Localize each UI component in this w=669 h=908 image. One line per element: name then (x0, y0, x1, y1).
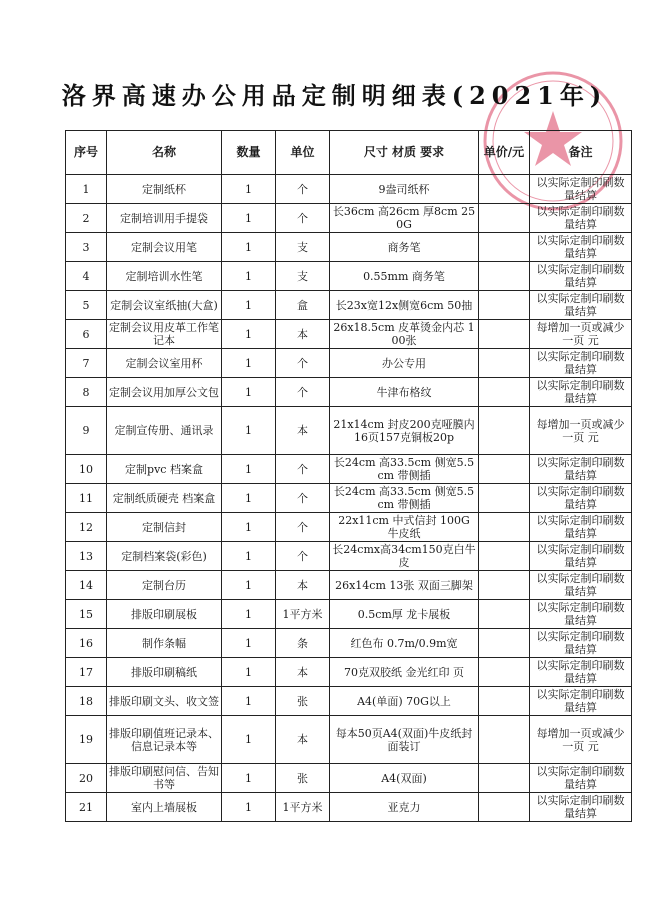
row-unit: 本 (276, 716, 330, 764)
table-row (66, 262, 632, 291)
row-price (479, 658, 530, 687)
table-row (66, 658, 632, 687)
row-unit: 1平方米 (276, 600, 330, 629)
row-qty: 1 (222, 175, 276, 204)
row-note: 以实际定制印刷数量结算 (530, 687, 632, 716)
row-no: 13 (66, 542, 107, 571)
row-unit: 本 (276, 407, 330, 455)
row-no: 4 (66, 262, 107, 291)
table-row (66, 320, 632, 349)
row-spec: 长24cm 高33.5cm 侧宽5.5cm 带侧插 (330, 484, 479, 513)
row-price (479, 291, 530, 320)
row-note: 以实际定制印刷数量结算 (530, 455, 632, 484)
row-qty: 1 (222, 513, 276, 542)
row-qty: 1 (222, 600, 276, 629)
row-no: 6 (66, 320, 107, 349)
row-qty: 1 (222, 484, 276, 513)
row-price (479, 513, 530, 542)
row-note: 以实际定制印刷数量结算 (530, 571, 632, 600)
row-note: 以实际定制印刷数量结算 (530, 378, 632, 407)
row-unit: 本 (276, 658, 330, 687)
row-name: 定制会议用笔 (107, 233, 222, 262)
row-qty: 1 (222, 716, 276, 764)
row-name: 排版印刷展板 (107, 600, 222, 629)
row-spec: 长23x宽12x侧宽6cm 50抽 (330, 291, 479, 320)
row-qty: 1 (222, 542, 276, 571)
row-no: 15 (66, 600, 107, 629)
row-spec: 21x14cm 封皮200克哑膜内16页157克铜板20p (330, 407, 479, 455)
row-qty: 1 (222, 233, 276, 262)
row-no: 11 (66, 484, 107, 513)
row-note: 每增加一页或减少一页 元 (530, 320, 632, 349)
row-spec: 22x11cm 中式信封 100G 牛皮纸 (330, 513, 479, 542)
header-name: 名称 (107, 131, 222, 175)
row-qty: 1 (222, 378, 276, 407)
table-row (66, 793, 632, 822)
row-qty: 1 (222, 320, 276, 349)
row-price (479, 542, 530, 571)
row-unit: 盒 (276, 291, 330, 320)
table-row (66, 629, 632, 658)
table-row (66, 291, 632, 320)
row-note: 以实际定制印刷数量结算 (530, 629, 632, 658)
row-qty: 1 (222, 764, 276, 793)
row-spec: 牛津布格纹 (330, 378, 479, 407)
row-price (479, 175, 530, 204)
row-qty: 1 (222, 793, 276, 822)
row-price (479, 793, 530, 822)
row-price (479, 455, 530, 484)
row-note: 以实际定制印刷数量结算 (530, 513, 632, 542)
row-note: 以实际定制印刷数量结算 (530, 262, 632, 291)
row-name: 制作条幅 (107, 629, 222, 658)
row-no: 1 (66, 175, 107, 204)
row-name: 定制纸杯 (107, 175, 222, 204)
row-spec: 9盎司纸杯 (330, 175, 479, 204)
row-qty: 1 (222, 658, 276, 687)
row-qty: 1 (222, 571, 276, 600)
row-unit: 支 (276, 233, 330, 262)
row-name: 定制会议室用杯 (107, 349, 222, 378)
table-body (66, 175, 632, 822)
row-spec: 0.55mm 商务笔 (330, 262, 479, 291)
row-name: 定制pvc 档案盒 (107, 455, 222, 484)
row-note: 以实际定制印刷数量结算 (530, 600, 632, 629)
row-qty: 1 (222, 262, 276, 291)
row-no: 8 (66, 378, 107, 407)
header-price: 单价/元 (479, 131, 530, 175)
row-no: 14 (66, 571, 107, 600)
row-unit: 本 (276, 320, 330, 349)
row-no: 16 (66, 629, 107, 658)
row-no: 20 (66, 764, 107, 793)
row-note: 以实际定制印刷数量结算 (530, 175, 632, 204)
row-price (479, 407, 530, 455)
row-spec: 长36cm 高26cm 厚8cm 250G (330, 204, 479, 233)
header-qty: 数量 (222, 131, 276, 175)
row-note: 以实际定制印刷数量结算 (530, 349, 632, 378)
row-price (479, 629, 530, 658)
row-name: 定制培训用手提袋 (107, 204, 222, 233)
document-title: 洛界高速办公用品定制明细表(2021年) (61, 81, 608, 110)
row-spec: A4(单面) 70G以上 (330, 687, 479, 716)
table-row (66, 484, 632, 513)
row-name: 定制纸质硬壳 档案盒 (107, 484, 222, 513)
row-qty: 1 (222, 204, 276, 233)
row-name: 排版印刷稿纸 (107, 658, 222, 687)
header-unit: 单位 (276, 131, 330, 175)
table-row (66, 600, 632, 629)
row-spec: 红色布 0.7m/0.9m宽 (330, 629, 479, 658)
row-price (479, 484, 530, 513)
row-spec: 亚克力 (330, 793, 479, 822)
row-qty: 1 (222, 687, 276, 716)
row-price (479, 764, 530, 793)
row-price (479, 320, 530, 349)
row-no: 19 (66, 716, 107, 764)
header-no: 序号 (66, 131, 107, 175)
row-name: 定制会议用加厚公文包 (107, 378, 222, 407)
header-spec: 尺寸 材质 要求 (330, 131, 479, 175)
row-unit: 个 (276, 542, 330, 571)
row-unit: 个 (276, 349, 330, 378)
row-no: 5 (66, 291, 107, 320)
table-row (66, 716, 632, 764)
row-price (479, 204, 530, 233)
row-spec: 办公专用 (330, 349, 479, 378)
row-price (479, 687, 530, 716)
row-note: 每增加一页或减少一页 元 (530, 407, 632, 455)
row-unit: 条 (276, 629, 330, 658)
row-no: 10 (66, 455, 107, 484)
row-price (479, 571, 530, 600)
items-table (65, 130, 632, 822)
table-row (66, 407, 632, 455)
row-note: 每增加一页或减少一页 元 (530, 716, 632, 764)
row-price (479, 262, 530, 291)
row-spec: 每本50页A4(双面)牛皮纸封面装订 (330, 716, 479, 764)
row-note: 以实际定制印刷数量结算 (530, 793, 632, 822)
table-row (66, 233, 632, 262)
row-name: 排版印刷文头、收文签 (107, 687, 222, 716)
row-name: 室内上墙展板 (107, 793, 222, 822)
row-unit: 个 (276, 378, 330, 407)
row-name: 定制档案袋(彩色) (107, 542, 222, 571)
row-unit: 支 (276, 262, 330, 291)
row-no: 2 (66, 204, 107, 233)
row-qty: 1 (222, 407, 276, 455)
table-row (66, 687, 632, 716)
row-note: 以实际定制印刷数量结算 (530, 291, 632, 320)
row-unit: 张 (276, 764, 330, 793)
table-row (66, 175, 632, 204)
row-no: 12 (66, 513, 107, 542)
row-no: 3 (66, 233, 107, 262)
row-unit: 本 (276, 571, 330, 600)
row-spec: 70克双胶纸 金光红印 页 (330, 658, 479, 687)
row-unit: 个 (276, 484, 330, 513)
row-no: 17 (66, 658, 107, 687)
row-price (479, 600, 530, 629)
row-name: 定制会议室纸抽(大盒) (107, 291, 222, 320)
row-name: 定制宣传册、通讯录 (107, 407, 222, 455)
table-row (66, 204, 632, 233)
row-price (479, 716, 530, 764)
row-spec: 商务笔 (330, 233, 479, 262)
row-spec: A4(双面) (330, 764, 479, 793)
table-row (66, 455, 632, 484)
row-note: 以实际定制印刷数量结算 (530, 542, 632, 571)
row-name: 定制培训水性笔 (107, 262, 222, 291)
row-unit: 个 (276, 455, 330, 484)
row-note: 以实际定制印刷数量结算 (530, 484, 632, 513)
row-spec: 长24cmx高34cm150克白牛皮 (330, 542, 479, 571)
row-name: 排版印刷值班记录本、信息记录本等 (107, 716, 222, 764)
row-qty: 1 (222, 455, 276, 484)
row-no: 9 (66, 407, 107, 455)
table-row (66, 349, 632, 378)
row-note: 以实际定制印刷数量结算 (530, 233, 632, 262)
row-price (479, 349, 530, 378)
row-no: 7 (66, 349, 107, 378)
table-row (66, 542, 632, 571)
row-qty: 1 (222, 629, 276, 658)
row-spec: 26x14cm 13张 双面三脚架 (330, 571, 479, 600)
row-note: 以实际定制印刷数量结算 (530, 204, 632, 233)
row-unit: 个 (276, 175, 330, 204)
row-unit: 1平方米 (276, 793, 330, 822)
header-note: 备注 (530, 131, 632, 175)
table-row (66, 571, 632, 600)
row-note: 以实际定制印刷数量结算 (530, 658, 632, 687)
row-no: 21 (66, 793, 107, 822)
row-price (479, 233, 530, 262)
row-unit: 个 (276, 513, 330, 542)
row-name: 排版印刷慰问信、告知书等 (107, 764, 222, 793)
row-unit: 张 (276, 687, 330, 716)
row-name: 定制信封 (107, 513, 222, 542)
table-row (66, 764, 632, 793)
row-note: 以实际定制印刷数量结算 (530, 764, 632, 793)
row-qty: 1 (222, 291, 276, 320)
row-name: 定制会议用皮革工作笔记本 (107, 320, 222, 349)
table-row (66, 378, 632, 407)
row-no: 18 (66, 687, 107, 716)
row-unit: 个 (276, 204, 330, 233)
row-spec: 0.5cm厚 龙卡展板 (330, 600, 479, 629)
row-qty: 1 (222, 349, 276, 378)
row-spec: 26x18.5cm 皮革烫金内芯 100张 (330, 320, 479, 349)
row-price (479, 378, 530, 407)
row-spec: 长24cm 高33.5cm 侧宽5.5cm 带侧插 (330, 455, 479, 484)
table-row (66, 513, 632, 542)
table-header-row (66, 131, 632, 175)
row-name: 定制台历 (107, 571, 222, 600)
